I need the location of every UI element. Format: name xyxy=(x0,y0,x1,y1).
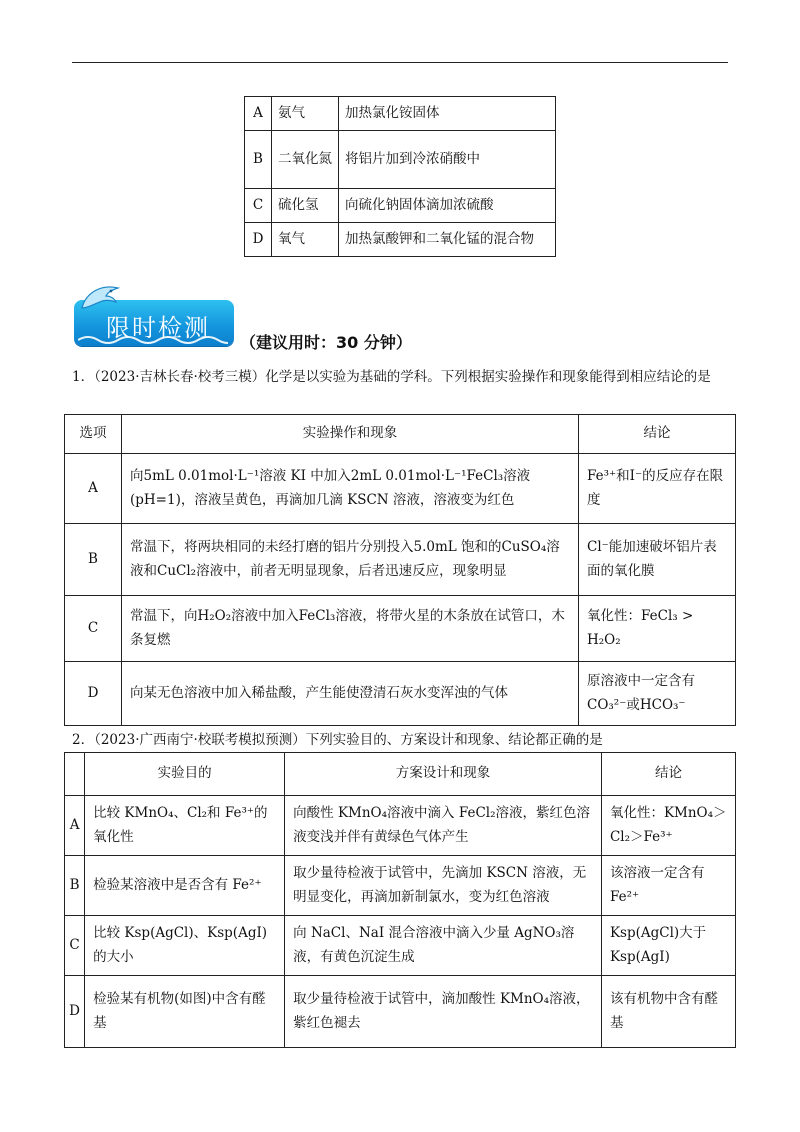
table-header-row xyxy=(65,753,736,796)
conclusion-cell: 氧化性：FeCl₃ > H₂O₂ xyxy=(579,596,736,662)
aim-cell: 检验某溶液中是否含有 Fe²⁺ xyxy=(85,856,285,916)
aim-cell: 比较 KMnO₄、Cl₂和 Fe³⁺的氧化性 xyxy=(85,796,285,856)
header-conclusion: 结论 xyxy=(579,415,736,454)
table-row xyxy=(245,97,556,131)
header-aim: 实验目的 xyxy=(85,753,285,796)
operation-cell: 向5mL 0.01mol·L⁻¹溶液 KI 中加入2mL 0.01mol·L⁻¹FeCl₃溶液(pH=1)，溶液呈黄色，再滴加几滴 KSCN 溶液，溶液变为红色 xyxy=(122,454,579,524)
header-option: 选项 xyxy=(65,415,122,454)
gas-preparation-table xyxy=(244,96,556,257)
gas-cell: 氨气 xyxy=(272,97,339,131)
question-2-text: 2．（2023·广西南宁·校联考模拟预测）下列实验目的、方案设计和现象、结论都正确的是 xyxy=(72,732,603,748)
question-1-text: 1．（2023·吉林长春·校考三模）化学是以实验为基础的学科。下列根据实验操作和现象能得到相应结论的是 xyxy=(72,369,711,385)
table-row xyxy=(245,189,556,223)
header-option xyxy=(65,753,85,796)
method-cell: 将铝片加到冷浓硝酸中 xyxy=(339,131,556,189)
conclusion-cell: Cl⁻能加速破坏铝片表面的氧化膜 xyxy=(579,524,736,596)
header-conclusion: 结论 xyxy=(601,753,735,796)
conclusion-cell: 该溶液一定含有Fe²⁺ xyxy=(601,856,735,916)
conclusion-cell: 原溶液中一定含有CO₃²⁻或HCO₃⁻ xyxy=(579,662,736,726)
option-cell: B xyxy=(65,856,85,916)
time-advice: （建议用时：30 分钟） xyxy=(240,333,412,352)
table-row xyxy=(65,662,736,726)
question-2-table xyxy=(64,752,736,1048)
table-row xyxy=(65,796,736,856)
table-row xyxy=(245,131,556,189)
option-cell: A xyxy=(245,97,272,131)
gas-cell: 硫化氢 xyxy=(272,189,339,223)
table-row xyxy=(65,524,736,596)
option-cell: D xyxy=(65,976,85,1048)
table-row xyxy=(65,976,736,1048)
option-cell: A xyxy=(65,796,85,856)
table-row xyxy=(245,223,556,257)
plan-cell: 取少量待检液于试管中，先滴加 KSCN 溶液，无明显变化，再滴加新制氯水，变为红色溶液 xyxy=(285,856,602,916)
banner-title: 限时检测 xyxy=(106,314,210,342)
method-cell: 加热氯酸钾和二氧化锰的混合物 xyxy=(339,223,556,257)
conclusion-cell: Fe³⁺和I⁻的反应存在限度 xyxy=(579,454,736,524)
option-cell: D xyxy=(65,662,122,726)
plan-cell: 向 NaCl、NaI 混合溶液中滴入少量 AgNO₃溶液，有黄色沉淀生成 xyxy=(285,916,602,976)
question-1-table xyxy=(64,414,736,726)
plan-cell: 取少量待检液于试管中，滴加酸性 KMnO₄溶液，紫红色褪去 xyxy=(285,976,602,1048)
conclusion-cell: 该有机物中含有醛基 xyxy=(601,976,735,1048)
section-banner xyxy=(74,296,234,348)
header-operation: 实验操作和现象 xyxy=(122,415,579,454)
option-cell: B xyxy=(65,524,122,596)
method-cell: 加热氯化铵固体 xyxy=(339,97,556,131)
option-cell: C xyxy=(65,916,85,976)
aim-cell: 比较 Ksp(AgCl)、Ksp(AgI)的大小 xyxy=(85,916,285,976)
aim-cell: 检验某有机物(如图)中含有醛基 xyxy=(85,976,285,1048)
gas-cell: 二氧化氮 xyxy=(272,131,339,189)
operation-cell: 向某无色溶液中加入稀盐酸，产生能使澄清石灰水变浑浊的气体 xyxy=(122,662,579,726)
operation-cell: 常温下，向H₂O₂溶液中加入FeCl₃溶液，将带火星的木条放在试管口，木条复燃 xyxy=(122,596,579,662)
plan-cell: 向酸性 KMnO₄溶液中滴入 FeCl₂溶液，紫红色溶液变浅并伴有黄绿色气体产生 xyxy=(285,796,602,856)
table-row xyxy=(65,454,736,524)
option-cell: C xyxy=(245,189,272,223)
table-header-row xyxy=(65,415,736,454)
option-cell: D xyxy=(245,223,272,257)
table-row xyxy=(65,596,736,662)
table-row xyxy=(65,916,736,976)
conclusion-cell: Ksp(AgCl)大于Ksp(AgI) xyxy=(601,916,735,976)
gas-cell: 氧气 xyxy=(272,223,339,257)
header-plan: 方案设计和现象 xyxy=(285,753,602,796)
conclusion-cell: 氧化性：KMnO₄＞Cl₂＞Fe³⁺ xyxy=(601,796,735,856)
operation-cell: 常温下，将两块相同的未经打磨的铝片分别投入5.0mL 饱和的CuSO₄溶液和CuCl₂溶液中，前者无明显现象，后者迅速反应，现象明显 xyxy=(122,524,579,596)
header-rule xyxy=(72,62,728,63)
method-cell: 向硫化钠固体滴加浓硫酸 xyxy=(339,189,556,223)
option-cell: B xyxy=(245,131,272,189)
table-row xyxy=(65,856,736,916)
option-cell: A xyxy=(65,454,122,524)
wave-icon xyxy=(78,332,228,346)
option-cell: C xyxy=(65,596,122,662)
